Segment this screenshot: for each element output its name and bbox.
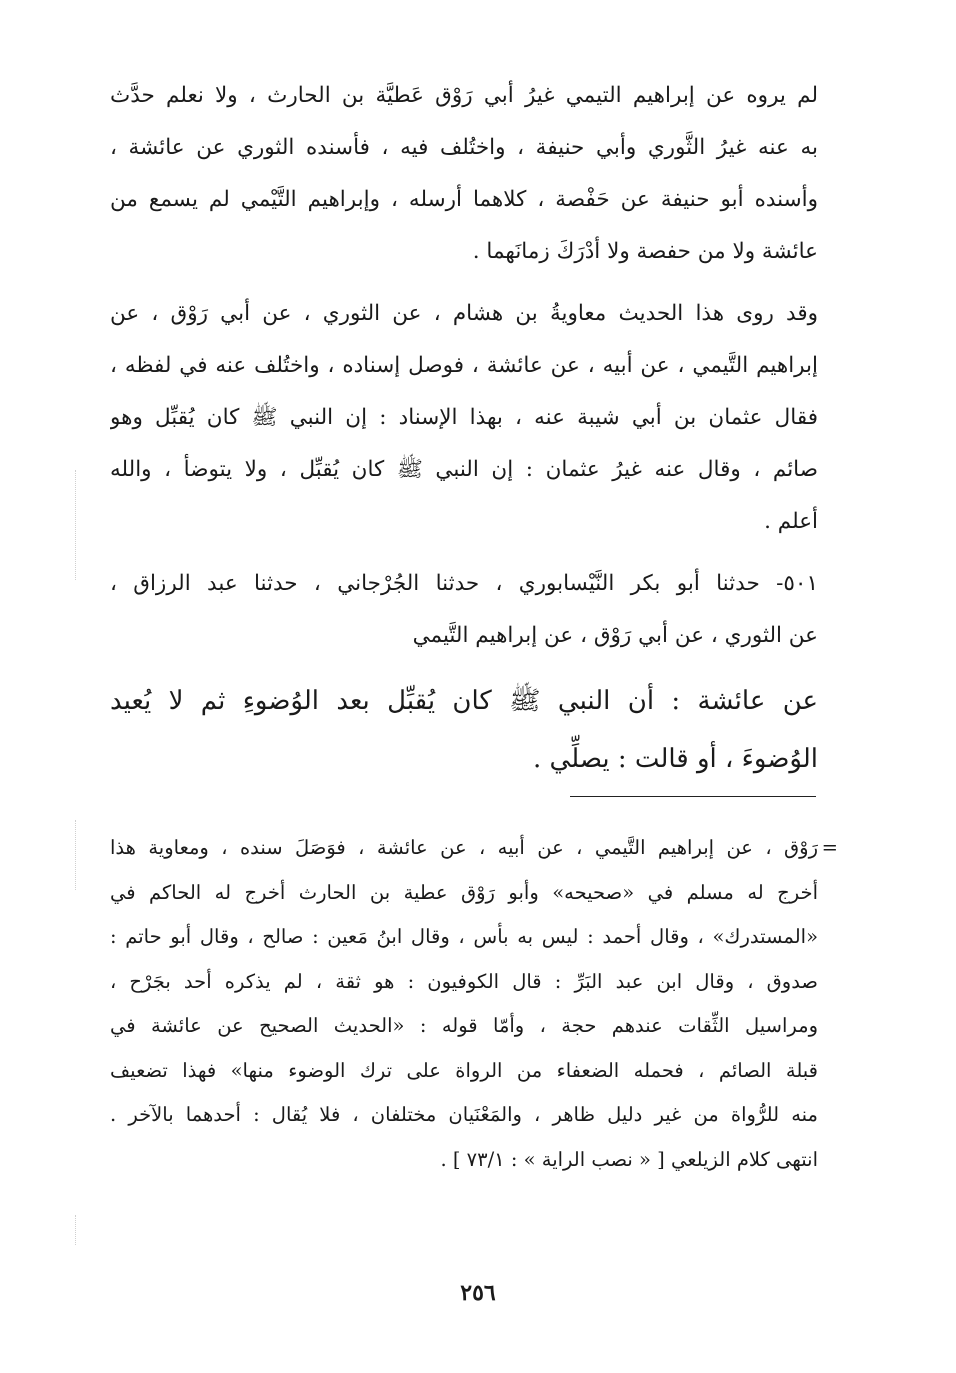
footnote-line: قبلة الصائم ، فحمله الضعفاء من الرواة على ترك الوضوء منها» فهذا تضعيف	[110, 1058, 818, 1082]
paragraph-1	[110, 70, 818, 278]
continuation-mark: =	[821, 836, 838, 859]
paragraph-2	[110, 288, 818, 548]
text-line: ٥٠١- حدثنا أبو بكر النَّيْسابوري ، حدثنا الجُرْجاني ، حدثنا عبد الرزاق ،	[110, 571, 818, 596]
text-line: عائشة ولا من حفصة ولا أدْرَكَ زمانَهما .	[472, 239, 818, 264]
text-line: به عنه غيرُ الثَّوري وأبي حنيفة ، واختُلف فيه ، فأسنده الثوري عن عائشة ،	[110, 135, 818, 160]
footnote-line: انتهى كلام الزيلعي [ « نصب الراية » : ٧٣/١ ] .	[440, 1147, 818, 1171]
footnote-line: أخرج له مسلم في «صحيحه» وأبو رَوْق عطية بن الحارث أخرج له الحاكم في	[110, 880, 818, 904]
main-text	[110, 70, 818, 788]
text-line: فقال عثمان بن أبي شيبة عنه ، بهذا الإسناد : إن النبي ﷺ كان يُقبِّل وهو	[110, 405, 818, 430]
footnote-line: «المستدرك» ، وقال أحمد : ليس به بأس ، وقال ابنُ مَعين : صالح ، وقال أبو حاتم :	[110, 925, 818, 948]
footnote-separator	[570, 796, 816, 797]
hadith-text	[110, 672, 818, 788]
text-line: صائم ، وقال عنه غيرُ عثمان : إن النبي ﷺ كان يُقبِّل ، ولا يتوضأ ، والله	[110, 457, 818, 482]
footnote-line: صدوق ، وقال ابن عبد البَرِّ : قال الكوفيون : هو ثقة ، لم يذكره أحد بجَرْح ،	[110, 969, 818, 993]
margin-scan-artifact	[75, 1215, 78, 1245]
margin-scan-artifact	[75, 470, 78, 580]
text-line: وقد روى هذا الحديث معاويةُ بن هشام ، عن الثوري ، عن أبي رَوْق ، عن	[110, 301, 818, 326]
margin-scan-artifact	[75, 820, 78, 890]
text-line: إبراهيم التَّيمي ، عن أبيه ، عن عائشة ، فوصل إسناده ، واختُلف عنه في لفظه ،	[110, 353, 818, 378]
footnote-line: ومراسيل الثِّقات عندهم حجة ، وأمّا قوله : «الحديث الصحيح عن عائشة في	[110, 1014, 818, 1037]
text-line: أعلم .	[764, 509, 818, 534]
hadith-line: عن عائشة : أن النبي ﷺ كان يُقبِّل بعد الوُضوءِ ثم لا يُعيد	[110, 686, 818, 716]
footnote-line: رَوْق ، عن إبراهيم التَّيمي ، عن أبيه ، عن عائشة ، فوَصَلَ سنده ، ومعاوية هذا	[110, 836, 818, 859]
text-line: وأسنده أبو حنيفة عن حَفْصة ، كلاهما أرسله ، وإبراهيم التَّيْمي لم يسمع من	[110, 187, 818, 212]
paragraph-3-isnad	[110, 558, 818, 662]
hadith-line: الوُضوءَ ، أو قالت : يصلِّي .	[533, 744, 818, 774]
footnote-line: منه للرُّواة من غير دليل ظاهر ، والمَعْنَيان مختلفان ، فلا يُقال : أحدهما بالآخر .	[110, 1103, 818, 1126]
page-number: ٢٥٦	[460, 1280, 496, 1306]
footnote-block	[110, 826, 838, 1182]
text-line: عن الثوري ، عن أبي رَوْق ، عن إبراهيم التَّيمي	[412, 623, 818, 648]
text-line: لم يروه عن إبراهيم التيمي غيرُ أبي رَوْق عَطيَّة بن الحارث ، ولا نعلم حدَّث	[110, 83, 818, 108]
